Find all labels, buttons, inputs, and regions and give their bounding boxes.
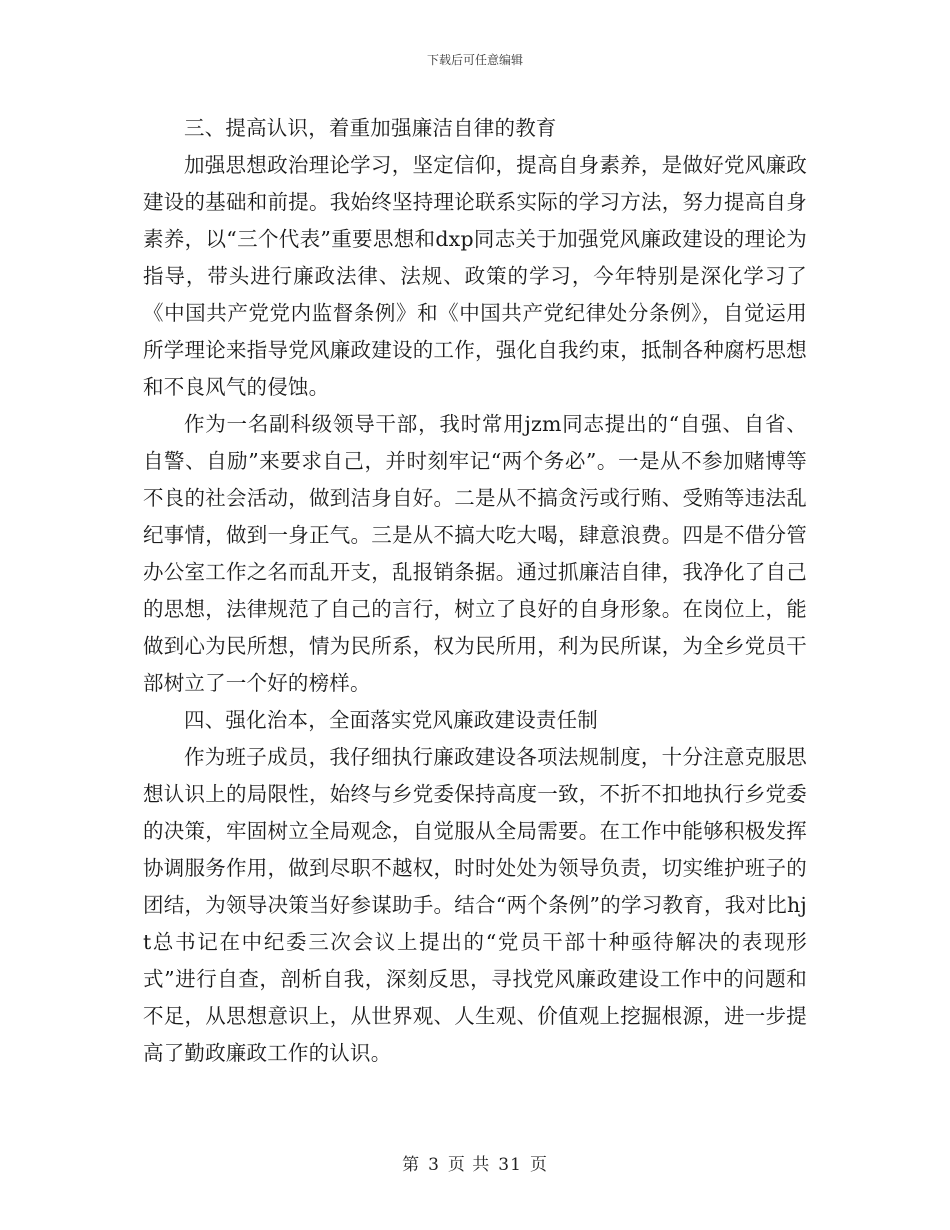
header-note: 下载后可任意编辑 xyxy=(426,53,523,67)
body-paragraph: 加强思想政治理论学习，坚定信仰，提高自身素养，是做好党风廉政建设的基础和前提。我始终坚持理论联系实际的学习方法，努力提高自身素养，以“三个代表”重要思想和dxp同志关于加强党风廉政建设的理论为指导，带头进行廉政法律、法规、政策的学习，今年特别是深化学习了《中国共产党党内监督条例》和《中国共产党纪律处分条例》，自觉运用所学理论来指导党风廉政建设的工作，强化自我约束，抵制各种腐朽思想和不良风气的侵蚀。 xyxy=(143,153,807,399)
body-paragraph: 作为班子成员，我仔细执行廉政建设各项法规制度，十分注意克服思想认识上的局限性，始终与乡党委保持高度一致，不折不扣地执行乡党委的决策，牢固树立全局观念，自觉服从全局需要。在工作中能够积极发挥协调服务作用，做到尽职不越权，时时处处为领导负责，切实维护班子的团结，为领导决策当好参谋助手。结合“两个条例”的学习教育，我对比hjt总书记在中纪委三次会议上提出的“党员干部十种亟待解决的表现形式”进行自查，剖析自我，深刻反思，寻找党风廉政建设工作中的问题和不足，从思想意识上，从世界观、人生观、价值观上挖掘根源，进一步提高了勤政廉政工作的认识。 xyxy=(143,745,807,1065)
section-heading-4: 四、强化治本，全面落实党风廉政建设责任制 xyxy=(184,708,598,732)
section-heading-3: 三、提高认识，着重加强廉洁自律的教育 xyxy=(184,116,557,140)
body-paragraph: 作为一名副科级领导干部，我时常用jzm同志提出的“自强、自省、自警、自励”来要求自己，并时刻牢记“两个务必”。一是从不参加赌博等不良的社会活动，做到洁身自好。二是从不搞贪污或行贿、受贿等违法乱纪事情，做到一身正气。三是从不搞大吃大喝，肆意浪费。四是不借分管办公室工作之名而乱开支，乱报销条据。通过抓廉洁自律，我净化了自己的思想，法律规范了自己的言行，树立了良好的自身形象。在岗位上，能做到心为民所想，情为民所系，权为民所用，利为民所谋，为全乡党员干部树立了一个好的榜样。 xyxy=(143,412,807,695)
footer-middle: 页 共 xyxy=(447,1155,491,1175)
footer-prefix: 第 xyxy=(402,1155,421,1175)
document-body xyxy=(143,110,807,1072)
total-pages-number: 31 xyxy=(498,1155,522,1175)
page-footer xyxy=(0,1154,950,1176)
current-page-number: 3 xyxy=(428,1155,440,1175)
footer-suffix: 页 xyxy=(529,1155,548,1175)
